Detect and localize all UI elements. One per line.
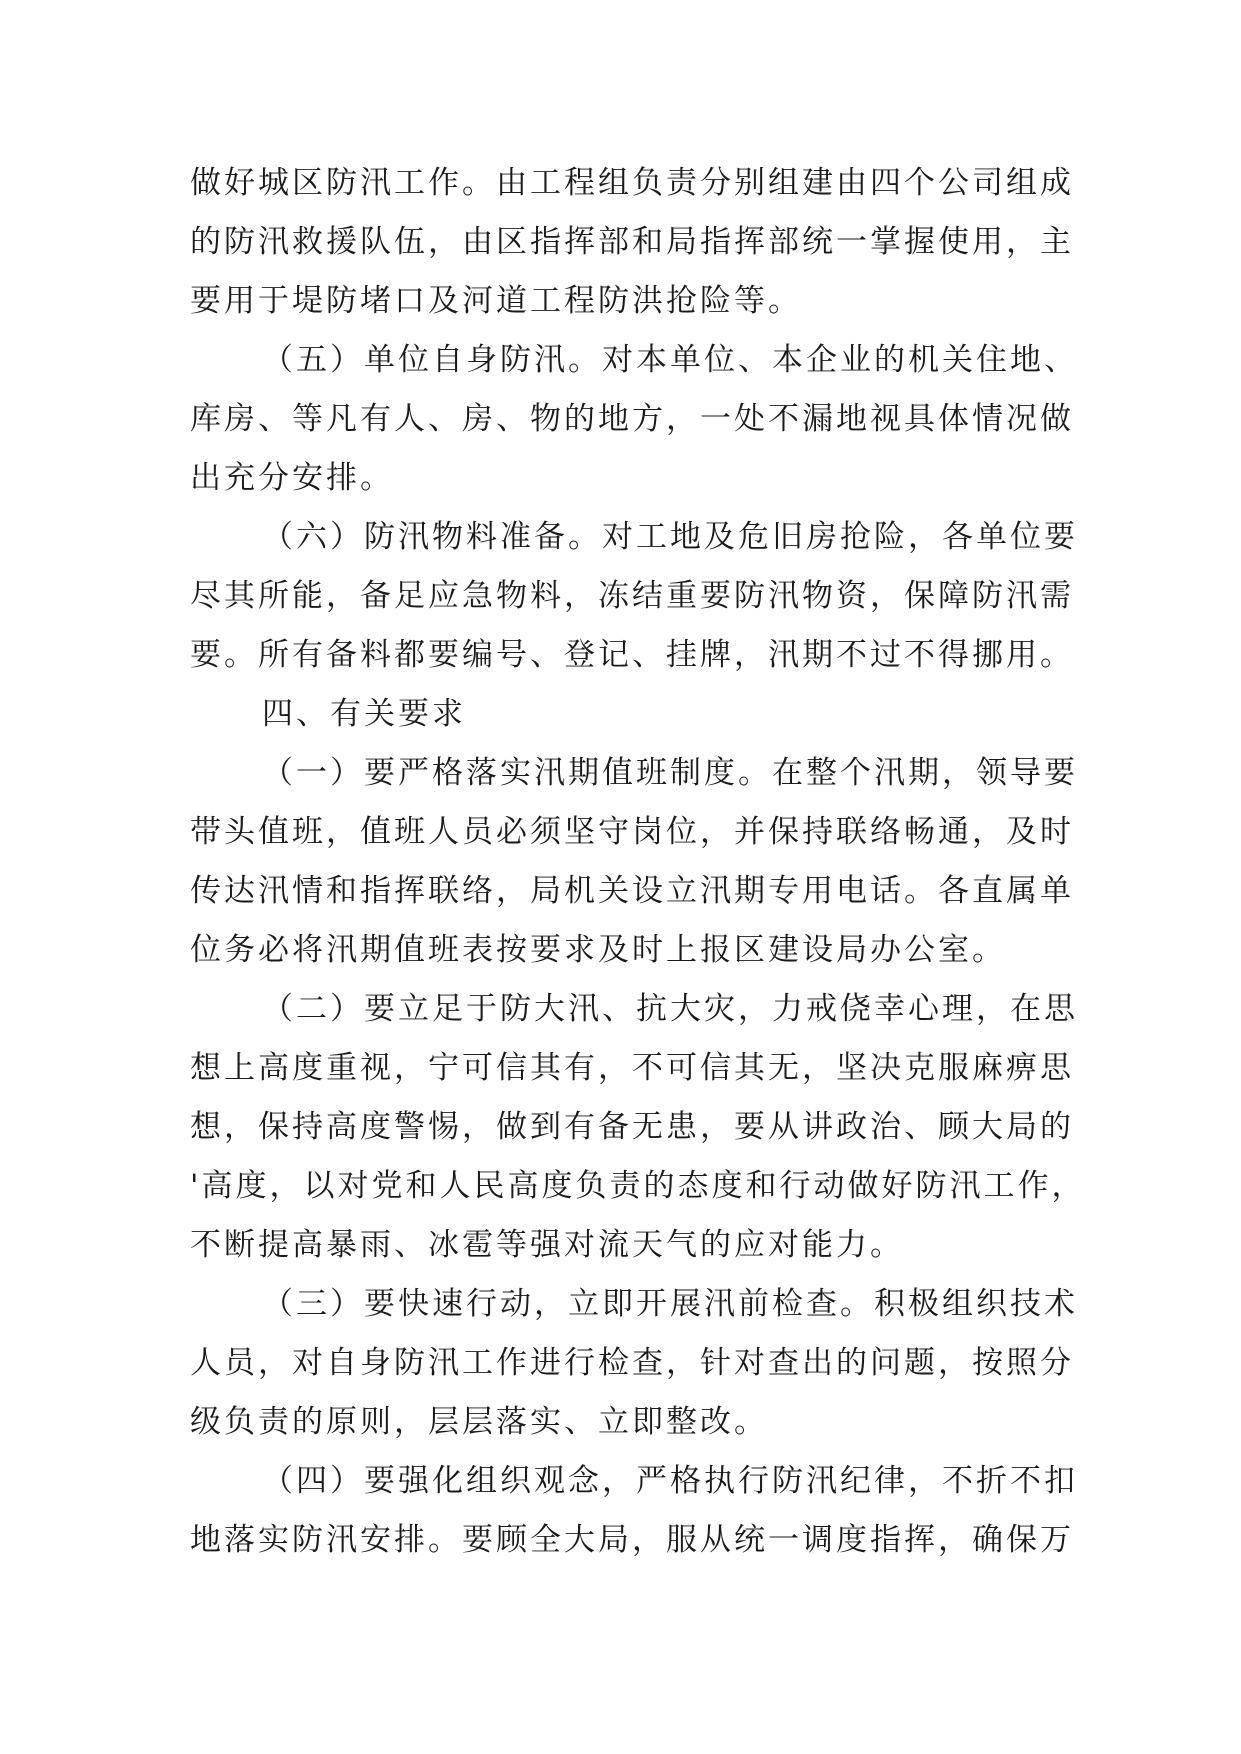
text-line: 的防汛救援队伍，由区指挥部和局指挥部统一掌握使用，主: [190, 224, 1074, 260]
text-line: 级负责的原则，层层落实、立即整改。: [190, 1404, 768, 1440]
text-line: 要。所有备料都要编号、登记、挂牌，汛期不过不得挪用。: [190, 637, 1074, 673]
text-line: 位务必将汛期值班表按要求及时上报区建设局办公室。: [190, 932, 1006, 968]
text-line: 想，保持高度警惕，做到有备无患，要从讲政治、顾大局的: [190, 1109, 1074, 1145]
text-line: 要用于堤防堵口及河道工程防洪抢险等。: [190, 283, 802, 319]
text-line: 带头值班，值班人员必须坚守岗位，并保持联络畅通，及时: [190, 814, 1074, 850]
section-heading-line: （二）要立足于防大汛、抗大灾，力戒侥幸心理，在思: [262, 991, 1078, 1027]
text-line: 地落实防汛安排。要顾全大局，服从统一调度指挥，确保万: [190, 1522, 1074, 1558]
text-line: 出充分安排。: [190, 460, 394, 496]
section-heading-line: （六）防汛物料准备。对工地及危旧房抢险，各单位要: [262, 519, 1078, 555]
text-line: 做好城区防汛工作。由工程组负责分别组建由四个公司组成: [190, 165, 1074, 201]
section-heading-line: （三）要快速行动，立即开展汛前检查。积极组织技术: [262, 1286, 1078, 1322]
text-line: 传达汛情和指挥联络，局机关设立汛期专用电话。各直属单: [190, 873, 1074, 909]
section-title: 四、有关要求: [262, 696, 466, 732]
section-heading-line: （四）要强化组织观念，严格执行防汛纪律，不折不扣: [262, 1463, 1078, 1499]
section-heading-line: （五）单位自身防汛。对本单位、本企业的机关住地、: [262, 342, 1078, 378]
text-line: 想上高度重视，宁可信其有，不可信其无，坚决克服麻痹思: [190, 1050, 1074, 1086]
text-line: 库房、等凡有人、房、物的地方，一处不漏地视具体情况做: [190, 401, 1074, 437]
document-body: [190, 154, 1086, 1570]
text-line: 不断提高暴雨、冰雹等强对流天气的应对能力。: [190, 1227, 904, 1263]
section-heading-line: （一）要严格落实汛期值班制度。在整个汛期，领导要: [262, 755, 1078, 791]
text-line: 尽其所能，备足应急物料，冻结重要防汛物资，保障防汛需: [190, 578, 1074, 614]
text-line: 人员，对自身防汛工作进行检查，针对查出的问题，按照分: [190, 1345, 1074, 1381]
text-line: '高度，以对党和人民高度负责的态度和行动做好防汛工作，: [190, 1168, 1086, 1204]
